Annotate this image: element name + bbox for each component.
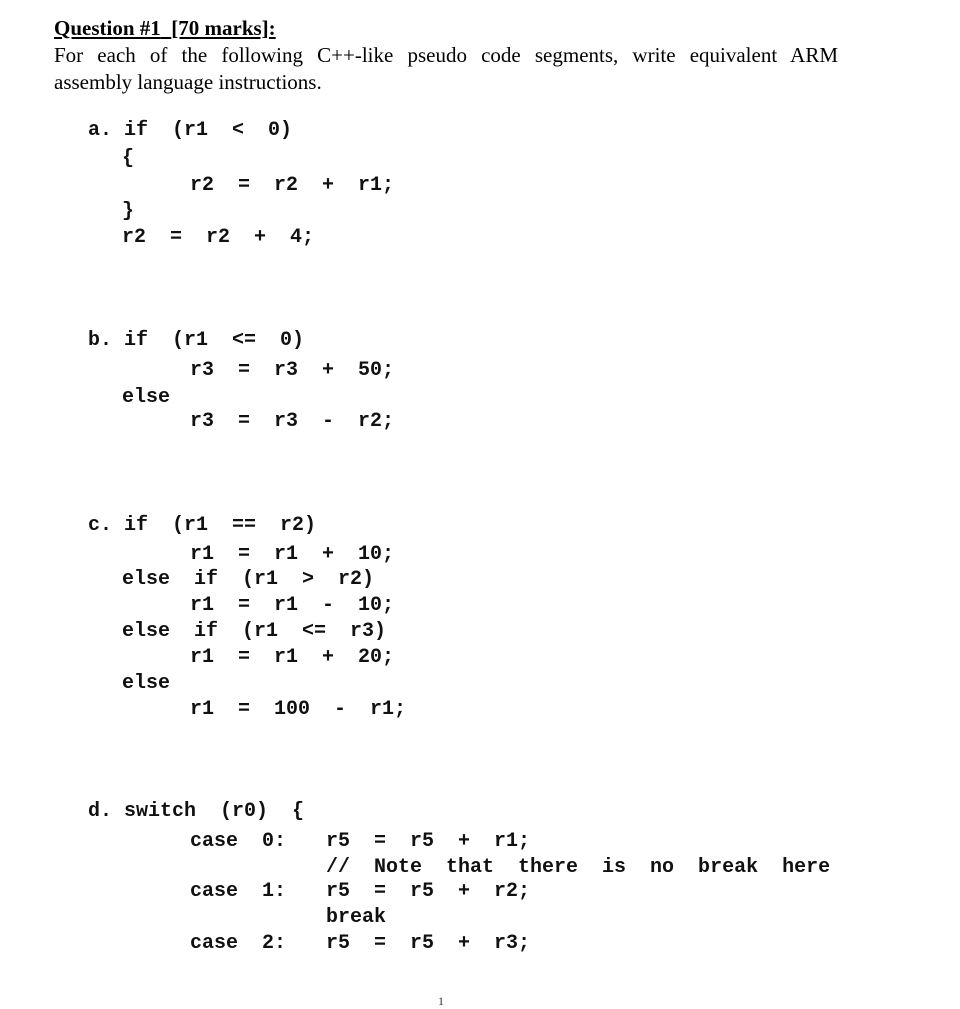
part-a-line-5: r2 = r2 + 4; bbox=[122, 226, 315, 249]
part-d-case0-comment: // Note that there is no break here bbox=[326, 856, 831, 879]
part-a-line-3: r2 = r2 + r1; bbox=[190, 174, 395, 197]
part-c-line-5: else if (r1 <= r3) bbox=[122, 620, 387, 643]
part-d-case1-label: case 1: bbox=[190, 880, 287, 903]
part-b-line-4: r3 = r3 - r2; bbox=[190, 410, 395, 433]
part-d-case2-label: case 2: bbox=[190, 932, 287, 955]
part-d-case2-line1: r5 = r5 + r3; bbox=[326, 932, 531, 955]
part-c-line-3: else if (r1 > r2) bbox=[122, 568, 375, 591]
question-title-marks: [70 marks]: bbox=[171, 16, 276, 40]
part-a-line-2: { bbox=[122, 147, 135, 170]
part-d-line-1: d. switch (r0) { bbox=[88, 800, 305, 823]
page-number: 1 bbox=[438, 994, 444, 1008]
part-b-line-3: else bbox=[122, 386, 171, 409]
part-b-line-2: r3 = r3 + 50; bbox=[190, 359, 395, 382]
part-d-case0-line1: r5 = r5 + r1; bbox=[326, 830, 531, 853]
part-c-line-2: r1 = r1 + 10; bbox=[190, 543, 395, 566]
part-d-case0-label: case 0: bbox=[190, 830, 287, 853]
intro-line-1: For each of the following C++-like pseudo code segments, write equivalent ARM bbox=[54, 43, 838, 67]
part-d-case1-line1: r5 = r5 + r2; bbox=[326, 880, 531, 903]
part-d-case1-break: break bbox=[326, 906, 387, 929]
intro-line-2: assembly language instructions. bbox=[54, 70, 322, 94]
part-c-line-6: r1 = r1 + 20; bbox=[190, 646, 395, 669]
part-a-line-1: a. if (r1 < 0) bbox=[88, 119, 293, 142]
question-intro bbox=[54, 42, 854, 96]
question-title bbox=[54, 16, 276, 41]
part-b-line-1: b. if (r1 <= 0) bbox=[88, 329, 305, 352]
part-c-line-1: c. if (r1 == r2) bbox=[88, 514, 317, 537]
part-c-line-8: r1 = 100 - r1; bbox=[190, 698, 407, 721]
part-c-line-7: else bbox=[122, 672, 171, 695]
part-c-line-4: r1 = r1 - 10; bbox=[190, 594, 395, 617]
question-title-gap bbox=[161, 16, 172, 40]
part-a-line-4: } bbox=[122, 200, 135, 223]
question-title-number: Question #1 bbox=[54, 16, 161, 40]
